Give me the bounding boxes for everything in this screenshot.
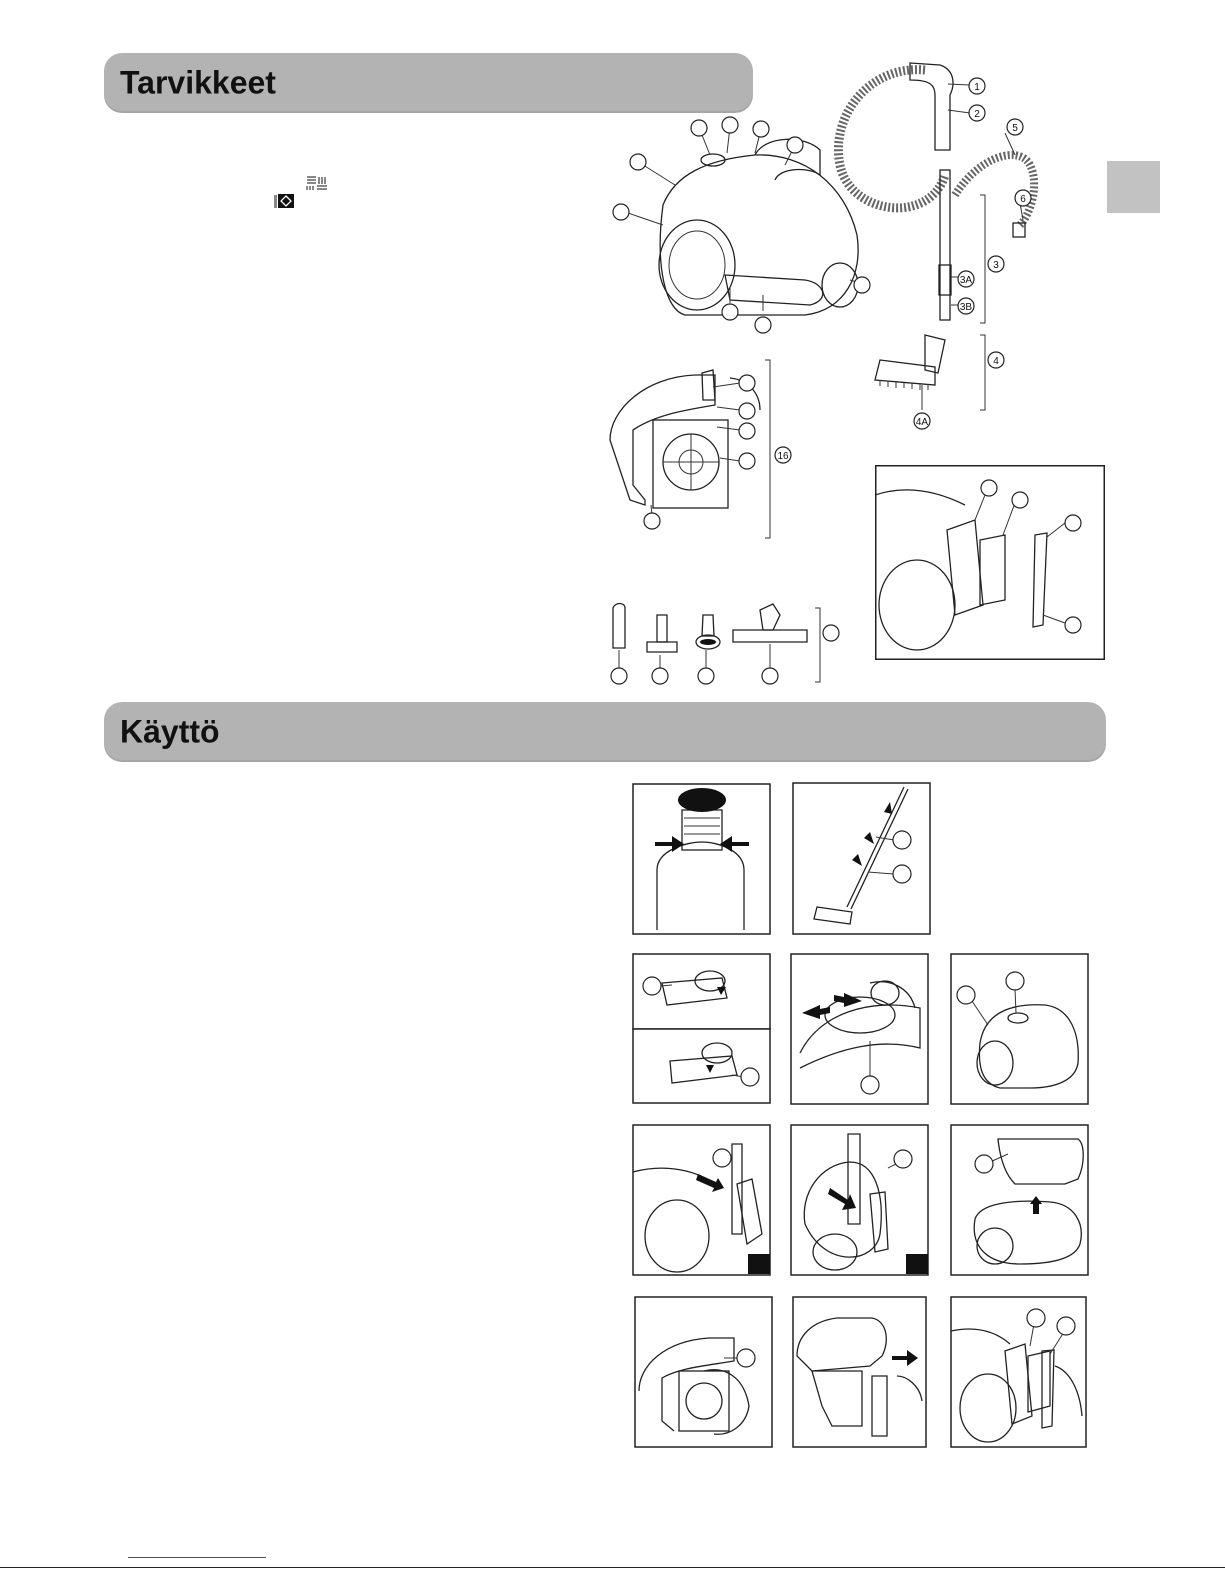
- svg-text:3: 3: [993, 260, 999, 271]
- svg-text:3B: 3B: [959, 302, 973, 313]
- svg-text:16: 16: [777, 451, 789, 462]
- step-remove-filter: [792, 1296, 932, 1448]
- svg-text:2: 2: [974, 109, 980, 120]
- step-release-container-b: [790, 1124, 930, 1276]
- footer-rule: [0, 1567, 1225, 1568]
- diamond-symbol-icon: [274, 193, 296, 209]
- dust-container-diagram: [605, 355, 805, 540]
- step-attach-hose: [632, 770, 772, 936]
- step-adjust-tube: [792, 782, 932, 936]
- grid-pattern-icon: [306, 176, 328, 190]
- step-remove-container: [950, 1124, 1090, 1276]
- page-side-tab: [1107, 161, 1160, 213]
- step-release-container-a: [632, 1124, 772, 1276]
- svg-text:4: 4: [993, 356, 999, 367]
- svg-text:6: 6: [1020, 194, 1026, 205]
- section-title-accessories: Tarvikkeet: [120, 64, 276, 101]
- section-title-usage: Käyttö: [120, 713, 220, 750]
- section-header-usage: [104, 702, 1106, 762]
- footer-link-underline[interactable]: [128, 1557, 266, 1558]
- step-nozzle-switch: [632, 953, 772, 1105]
- section-header-accessories: [104, 53, 753, 113]
- svg-text:1: 1: [974, 82, 980, 93]
- step-cable-rewind: [950, 953, 1090, 1105]
- hose-tube-nozzle-diagram: [830, 55, 1065, 435]
- svg-text:4A: 4A: [915, 417, 929, 428]
- step-clean-filter: [950, 1296, 1090, 1448]
- svg-text:3A: 3A: [959, 275, 973, 286]
- filter-detail-box: [875, 465, 1105, 660]
- svg-text:5: 5: [1012, 123, 1018, 134]
- step-open-container: [634, 1296, 774, 1448]
- accessory-tools-diagram: [605, 600, 845, 688]
- step-power-slider: [790, 953, 930, 1105]
